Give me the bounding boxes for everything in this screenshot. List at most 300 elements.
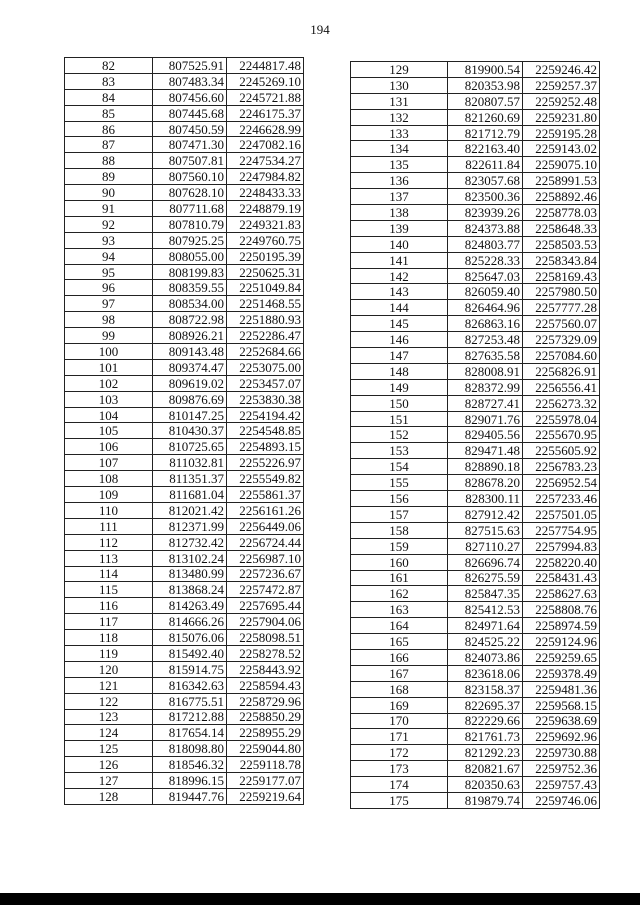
y-coordinate-cell: 2251468.55: [227, 296, 304, 312]
x-coordinate-cell: 807525.91: [153, 58, 227, 74]
x-coordinate-cell: 819879.74: [448, 792, 523, 808]
point-number-cell: 162: [351, 586, 448, 602]
point-number-cell: 83: [65, 73, 153, 89]
table-row: [351, 538, 600, 554]
point-number-cell: 144: [351, 300, 448, 316]
x-coordinate-cell: 807925.25: [153, 232, 227, 248]
point-number-cell: 107: [65, 455, 153, 471]
y-coordinate-cell: 2259638.69: [523, 713, 600, 729]
y-coordinate-cell: 2257233.46: [523, 491, 600, 507]
table-row: [351, 173, 600, 189]
table-row: [65, 423, 304, 439]
x-coordinate-cell: 812732.42: [153, 534, 227, 550]
x-coordinate-cell: 822695.37: [448, 697, 523, 713]
x-coordinate-cell: 817212.88: [153, 709, 227, 725]
point-number-cell: 127: [65, 773, 153, 789]
table-row: [351, 348, 600, 364]
x-coordinate-cell: 808926.21: [153, 328, 227, 344]
table-row: [351, 157, 600, 173]
x-coordinate-cell: 826275.59: [448, 570, 523, 586]
table-row: [351, 332, 600, 348]
x-coordinate-cell: 812371.99: [153, 518, 227, 534]
point-number-cell: 87: [65, 137, 153, 153]
x-coordinate-cell: 820807.57: [448, 93, 523, 109]
point-number-cell: 140: [351, 236, 448, 252]
x-coordinate-cell: 815492.40: [153, 645, 227, 661]
point-number-cell: 90: [65, 185, 153, 201]
x-coordinate-cell: 807456.60: [153, 89, 227, 105]
point-number-cell: 158: [351, 522, 448, 538]
y-coordinate-cell: 2258648.33: [523, 220, 600, 236]
x-coordinate-cell: 821712.79: [448, 125, 523, 141]
table-row: [351, 649, 600, 665]
table-row: [351, 634, 600, 650]
point-number-cell: 165: [351, 634, 448, 650]
x-coordinate-cell: 809876.69: [153, 391, 227, 407]
point-number-cell: 95: [65, 264, 153, 280]
table-row: [65, 121, 304, 137]
y-coordinate-cell: 2248433.33: [227, 185, 304, 201]
y-coordinate-cell: 2259124.96: [523, 634, 600, 650]
y-coordinate-cell: 2256449.06: [227, 518, 304, 534]
y-coordinate-cell: 2258778.03: [523, 205, 600, 221]
y-coordinate-cell: 2258991.53: [523, 173, 600, 189]
x-coordinate-cell: 808055.00: [153, 248, 227, 264]
table-row: [351, 300, 600, 316]
x-coordinate-cell: 807507.81: [153, 153, 227, 169]
point-number-cell: 120: [65, 661, 153, 677]
table-row: [351, 697, 600, 713]
y-coordinate-cell: 2254194.42: [227, 407, 304, 423]
point-number-cell: 147: [351, 348, 448, 364]
x-coordinate-cell: 808199.83: [153, 264, 227, 280]
table-row: [65, 264, 304, 280]
x-coordinate-cell: 823618.06: [448, 665, 523, 681]
x-coordinate-cell: 813102.24: [153, 550, 227, 566]
x-coordinate-cell: 820353.98: [448, 77, 523, 93]
x-coordinate-cell: 809374.47: [153, 359, 227, 375]
x-coordinate-cell: 818546.32: [153, 757, 227, 773]
y-coordinate-cell: 2259252.48: [523, 93, 600, 109]
point-number-cell: 89: [65, 169, 153, 185]
y-coordinate-cell: 2258098.51: [227, 630, 304, 646]
point-number-cell: 105: [65, 423, 153, 439]
x-coordinate-cell: 823939.26: [448, 205, 523, 221]
point-number-cell: 136: [351, 173, 448, 189]
point-number-cell: 93: [65, 232, 153, 248]
x-coordinate-cell: 827253.48: [448, 332, 523, 348]
x-coordinate-cell: 821260.69: [448, 109, 523, 125]
y-coordinate-cell: 2255978.04: [523, 411, 600, 427]
table-row: [351, 236, 600, 252]
y-coordinate-cell: 2259568.15: [523, 697, 600, 713]
y-coordinate-cell: 2253457.07: [227, 375, 304, 391]
y-coordinate-cell: 2258503.53: [523, 236, 600, 252]
y-coordinate-cell: 2259195.28: [523, 125, 600, 141]
table-row: [65, 391, 304, 407]
x-coordinate-cell: 811032.81: [153, 455, 227, 471]
x-coordinate-cell: 829071.76: [448, 411, 523, 427]
y-coordinate-cell: 2258974.59: [523, 618, 600, 634]
table-row: [351, 141, 600, 157]
x-coordinate-cell: 828727.41: [448, 395, 523, 411]
point-number-cell: 124: [65, 725, 153, 741]
table-row: [65, 598, 304, 614]
y-coordinate-cell: 2258594.43: [227, 677, 304, 693]
y-coordinate-cell: 2246628.99: [227, 121, 304, 137]
x-coordinate-cell: 826059.40: [448, 284, 523, 300]
y-coordinate-cell: 2259177.07: [227, 773, 304, 789]
table-row: [351, 618, 600, 634]
y-coordinate-cell: 2259231.80: [523, 109, 600, 125]
point-number-cell: 99: [65, 328, 153, 344]
y-coordinate-cell: 2256783.23: [523, 459, 600, 475]
y-coordinate-cell: 2247534.27: [227, 153, 304, 169]
table-row: [65, 534, 304, 550]
x-coordinate-cell: 815076.06: [153, 630, 227, 646]
table-row: [65, 773, 304, 789]
x-coordinate-cell: 810725.65: [153, 439, 227, 455]
y-coordinate-cell: 2259075.10: [523, 157, 600, 173]
table-row: [65, 741, 304, 757]
point-number-cell: 170: [351, 713, 448, 729]
x-coordinate-cell: 823158.37: [448, 681, 523, 697]
page-number: 194: [310, 22, 330, 37]
table-row: [351, 379, 600, 395]
table-row: [65, 407, 304, 423]
x-coordinate-cell: 828372.99: [448, 379, 523, 395]
x-coordinate-cell: 823500.36: [448, 189, 523, 205]
x-coordinate-cell: 822229.66: [448, 713, 523, 729]
point-number-cell: 174: [351, 777, 448, 793]
y-coordinate-cell: 2258955.29: [227, 725, 304, 741]
x-coordinate-cell: 820350.63: [448, 777, 523, 793]
y-coordinate-cell: 2259730.88: [523, 745, 600, 761]
x-coordinate-cell: 814666.26: [153, 614, 227, 630]
table-row: [65, 630, 304, 646]
x-coordinate-cell: 807450.59: [153, 121, 227, 137]
x-coordinate-cell: 824525.22: [448, 634, 523, 650]
point-number-cell: 97: [65, 296, 153, 312]
table-row: [65, 248, 304, 264]
y-coordinate-cell: 2259757.43: [523, 777, 600, 793]
table-row: [351, 395, 600, 411]
table-row: [65, 788, 304, 804]
y-coordinate-cell: 2257501.05: [523, 506, 600, 522]
y-coordinate-cell: 2253830.38: [227, 391, 304, 407]
x-coordinate-cell: 828678.20: [448, 475, 523, 491]
y-coordinate-cell: 2259044.80: [227, 741, 304, 757]
x-coordinate-cell: 818996.15: [153, 773, 227, 789]
table-row: [65, 232, 304, 248]
y-coordinate-cell: 2257994.83: [523, 538, 600, 554]
y-coordinate-cell: 2244817.48: [227, 58, 304, 74]
table-row: [65, 439, 304, 455]
table-row: [351, 713, 600, 729]
table-row: [65, 89, 304, 105]
y-coordinate-cell: 2257777.28: [523, 300, 600, 316]
y-coordinate-cell: 2259481.36: [523, 681, 600, 697]
y-coordinate-cell: 2258443.92: [227, 661, 304, 677]
point-number-cell: 112: [65, 534, 153, 550]
point-number-cell: 101: [65, 359, 153, 375]
y-coordinate-cell: 2252286.47: [227, 328, 304, 344]
point-number-cell: 132: [351, 109, 448, 125]
x-coordinate-cell: 818098.80: [153, 741, 227, 757]
point-number-cell: 143: [351, 284, 448, 300]
y-coordinate-cell: 2259257.37: [523, 77, 600, 93]
point-number-cell: 118: [65, 630, 153, 646]
point-number-cell: 161: [351, 570, 448, 586]
table-row: [65, 582, 304, 598]
y-coordinate-cell: 2259378.49: [523, 665, 600, 681]
x-coordinate-cell: 811681.04: [153, 487, 227, 503]
point-number-cell: 157: [351, 506, 448, 522]
table-row: [351, 475, 600, 491]
point-number-cell: 108: [65, 471, 153, 487]
table-row: [65, 375, 304, 391]
x-coordinate-cell: 826464.96: [448, 300, 523, 316]
point-number-cell: 122: [65, 693, 153, 709]
point-number-cell: 154: [351, 459, 448, 475]
point-number-cell: 109: [65, 487, 153, 503]
table-row: [65, 105, 304, 121]
point-number-cell: 142: [351, 268, 448, 284]
table-row: [351, 316, 600, 332]
x-coordinate-cell: 808722.98: [153, 312, 227, 328]
scan-edge-bar: [0, 893, 640, 905]
y-coordinate-cell: 2253075.00: [227, 359, 304, 375]
y-coordinate-cell: 2258220.40: [523, 554, 600, 570]
x-coordinate-cell: 811351.37: [153, 471, 227, 487]
y-coordinate-cell: 2257236.67: [227, 566, 304, 582]
y-coordinate-cell: 2249760.75: [227, 232, 304, 248]
point-number-cell: 104: [65, 407, 153, 423]
y-coordinate-cell: 2259246.42: [523, 62, 600, 78]
point-number-cell: 131: [351, 93, 448, 109]
y-coordinate-cell: 2256826.91: [523, 363, 600, 379]
table-row: [65, 153, 304, 169]
point-number-cell: 169: [351, 697, 448, 713]
x-coordinate-cell: 813868.24: [153, 582, 227, 598]
x-coordinate-cell: 807483.34: [153, 73, 227, 89]
point-number-cell: 91: [65, 201, 153, 217]
point-number-cell: 102: [65, 375, 153, 391]
point-number-cell: 153: [351, 443, 448, 459]
table-row: [65, 185, 304, 201]
table-row: [65, 487, 304, 503]
x-coordinate-cell: 825412.53: [448, 602, 523, 618]
point-number-cell: 86: [65, 121, 153, 137]
y-coordinate-cell: 2254893.15: [227, 439, 304, 455]
x-coordinate-cell: 808359.55: [153, 280, 227, 296]
point-number-cell: 159: [351, 538, 448, 554]
table-row: [65, 693, 304, 709]
x-coordinate-cell: 809619.02: [153, 375, 227, 391]
point-number-cell: 119: [65, 645, 153, 661]
point-number-cell: 141: [351, 252, 448, 268]
point-number-cell: 125: [65, 741, 153, 757]
y-coordinate-cell: 2258343.84: [523, 252, 600, 268]
x-coordinate-cell: 822163.40: [448, 141, 523, 157]
table-row: [65, 280, 304, 296]
table-row: [351, 205, 600, 221]
x-coordinate-cell: 807560.10: [153, 169, 227, 185]
table-row: [351, 729, 600, 745]
table-row: [65, 725, 304, 741]
y-coordinate-cell: 2258729.96: [227, 693, 304, 709]
point-number-cell: 123: [65, 709, 153, 725]
y-coordinate-cell: 2256161.26: [227, 502, 304, 518]
x-coordinate-cell: 807628.10: [153, 185, 227, 201]
x-coordinate-cell: 813480.99: [153, 566, 227, 582]
y-coordinate-cell: 2249321.83: [227, 216, 304, 232]
table-row: [351, 491, 600, 507]
x-coordinate-cell: 825847.35: [448, 586, 523, 602]
point-number-cell: 173: [351, 761, 448, 777]
y-coordinate-cell: 2255226.97: [227, 455, 304, 471]
y-coordinate-cell: 2259746.06: [523, 792, 600, 808]
point-number-cell: 134: [351, 141, 448, 157]
point-number-cell: 82: [65, 58, 153, 74]
x-coordinate-cell: 819447.76: [153, 788, 227, 804]
table-row: [351, 777, 600, 793]
y-coordinate-cell: 2251049.84: [227, 280, 304, 296]
point-number-cell: 139: [351, 220, 448, 236]
y-coordinate-cell: 2255605.92: [523, 443, 600, 459]
y-coordinate-cell: 2250195.39: [227, 248, 304, 264]
point-number-cell: 92: [65, 216, 153, 232]
x-coordinate-cell: 810430.37: [153, 423, 227, 439]
table-row: [65, 216, 304, 232]
y-coordinate-cell: 2250625.31: [227, 264, 304, 280]
y-coordinate-cell: 2257560.07: [523, 316, 600, 332]
point-number-cell: 100: [65, 344, 153, 360]
table-row: [65, 471, 304, 487]
table-row: [351, 681, 600, 697]
table-row: [351, 602, 600, 618]
x-coordinate-cell: 825647.03: [448, 268, 523, 284]
table-row: [65, 58, 304, 74]
y-coordinate-cell: 2259692.96: [523, 729, 600, 745]
point-number-cell: 160: [351, 554, 448, 570]
table-row: [351, 745, 600, 761]
y-coordinate-cell: 2257754.95: [523, 522, 600, 538]
point-number-cell: 98: [65, 312, 153, 328]
table-row: [65, 201, 304, 217]
point-number-cell: 146: [351, 332, 448, 348]
y-coordinate-cell: 2258169.43: [523, 268, 600, 284]
x-coordinate-cell: 816342.63: [153, 677, 227, 693]
y-coordinate-cell: 2247082.16: [227, 137, 304, 153]
table-row: [351, 459, 600, 475]
table-row: [65, 502, 304, 518]
point-number-cell: 116: [65, 598, 153, 614]
table-row: [65, 169, 304, 185]
x-coordinate-cell: 824803.77: [448, 236, 523, 252]
table-row: [351, 443, 600, 459]
point-number-cell: 88: [65, 153, 153, 169]
table-row: [65, 518, 304, 534]
table-row: [351, 77, 600, 93]
y-coordinate-cell: 2258431.43: [523, 570, 600, 586]
y-coordinate-cell: 2259259.65: [523, 649, 600, 665]
x-coordinate-cell: 826696.74: [448, 554, 523, 570]
point-number-cell: 103: [65, 391, 153, 407]
point-number-cell: 135: [351, 157, 448, 173]
y-coordinate-cell: 2252684.66: [227, 344, 304, 360]
x-coordinate-cell: 807711.68: [153, 201, 227, 217]
x-coordinate-cell: 828008.91: [448, 363, 523, 379]
y-coordinate-cell: 2245721.88: [227, 89, 304, 105]
x-coordinate-cell: 827110.27: [448, 538, 523, 554]
x-coordinate-cell: 815914.75: [153, 661, 227, 677]
y-coordinate-cell: 2257329.09: [523, 332, 600, 348]
x-coordinate-cell: 807445.68: [153, 105, 227, 121]
y-coordinate-cell: 2257472.87: [227, 582, 304, 598]
table-row: [65, 645, 304, 661]
table-row: [65, 677, 304, 693]
x-coordinate-cell: 823057.68: [448, 173, 523, 189]
point-number-cell: 113: [65, 550, 153, 566]
y-coordinate-cell: 2255549.82: [227, 471, 304, 487]
table-row: [351, 220, 600, 236]
table-row: [351, 411, 600, 427]
y-coordinate-cell: 2248879.19: [227, 201, 304, 217]
point-number-cell: 167: [351, 665, 448, 681]
x-coordinate-cell: 827515.63: [448, 522, 523, 538]
point-number-cell: 111: [65, 518, 153, 534]
y-coordinate-cell: 2255861.37: [227, 487, 304, 503]
table-row: [351, 427, 600, 443]
point-number-cell: 151: [351, 411, 448, 427]
y-coordinate-cell: 2257084.60: [523, 348, 600, 364]
x-coordinate-cell: 819900.54: [448, 62, 523, 78]
point-number-cell: 121: [65, 677, 153, 693]
point-number-cell: 114: [65, 566, 153, 582]
y-coordinate-cell: 2259752.36: [523, 761, 600, 777]
y-coordinate-cell: 2256556.41: [523, 379, 600, 395]
y-coordinate-cell: 2258808.76: [523, 602, 600, 618]
point-number-cell: 166: [351, 649, 448, 665]
point-number-cell: 115: [65, 582, 153, 598]
point-number-cell: 148: [351, 363, 448, 379]
point-number-cell: 175: [351, 792, 448, 808]
point-number-cell: 137: [351, 189, 448, 205]
table-row: [65, 661, 304, 677]
point-number-cell: 172: [351, 745, 448, 761]
x-coordinate-cell: 810147.25: [153, 407, 227, 423]
y-coordinate-cell: 2247984.82: [227, 169, 304, 185]
point-number-cell: 138: [351, 205, 448, 221]
table-row: [351, 554, 600, 570]
table-row: [351, 586, 600, 602]
table-row: [65, 709, 304, 725]
point-number-cell: 155: [351, 475, 448, 491]
table-row: [65, 550, 304, 566]
table-row: [351, 522, 600, 538]
y-coordinate-cell: 2257904.06: [227, 614, 304, 630]
x-coordinate-cell: 821761.73: [448, 729, 523, 745]
point-number-cell: 152: [351, 427, 448, 443]
y-coordinate-cell: 2259118.78: [227, 757, 304, 773]
x-coordinate-cell: 808534.00: [153, 296, 227, 312]
x-coordinate-cell: 821292.23: [448, 745, 523, 761]
y-coordinate-cell: 2258627.63: [523, 586, 600, 602]
point-number-cell: 163: [351, 602, 448, 618]
point-number-cell: 96: [65, 280, 153, 296]
point-number-cell: 106: [65, 439, 153, 455]
